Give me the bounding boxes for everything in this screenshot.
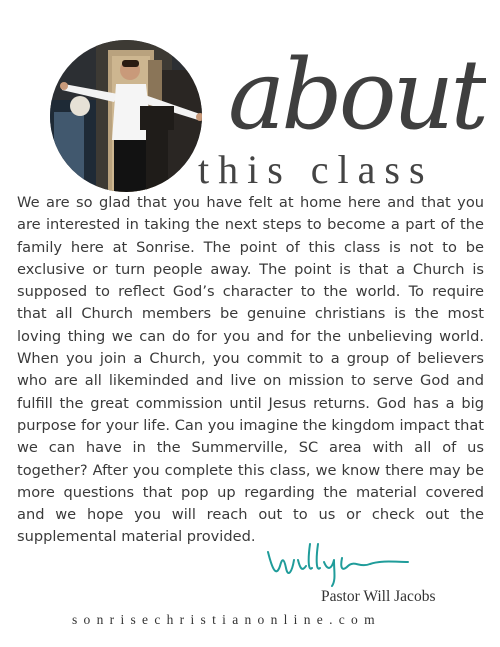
page-subtitle: this class (198, 147, 434, 192)
pastor-signature (262, 538, 412, 593)
intro-paragraph: We are so glad that you have felt at home here and that you are interested in taking the next steps to become a part of the family here at Sonrise. The point of this class is not to be exclusive or turn people away. The point is that a Church is supposed to reflect God’s character to the world. To require that all Church members be genuine christians is the most loving thing we can do for you and for the unbelieving world. When you join a Church, you commit to a group of believers who are all likeminded and live on mission to serve God and fulfill the great commission until Jesus returns. God has a big purpose for your life. Can you imagine the kingdom impact that we can have in the Summerville, SC area with all of us together? After you complete this class, we know there may be more questions that pop up regarding the material covered and we hope you will reach out to us or check out the supplemental material provided. (17, 194, 484, 546)
pastor-photo (50, 40, 202, 192)
website-url: sonrisechristianonline.com (72, 612, 381, 627)
page-title (226, 8, 486, 153)
signer-name: Pastor Will Jacobs (321, 588, 436, 605)
title-script-text: about (228, 39, 485, 148)
